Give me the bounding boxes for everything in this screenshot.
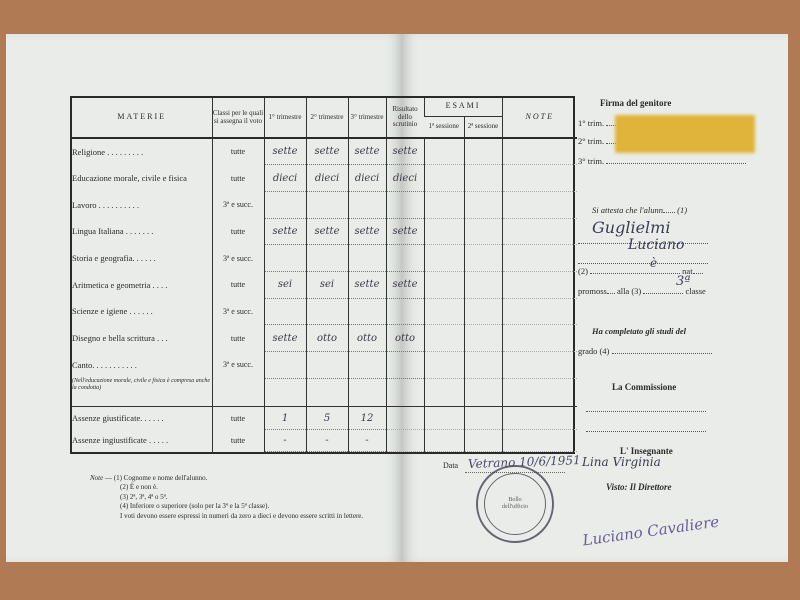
grade-ris: sette — [386, 218, 424, 245]
grade-t2 — [306, 298, 348, 325]
student-given-name: Luciano — [628, 237, 685, 253]
subject-name: Disegno e bella scrittura . . . — [72, 333, 168, 344]
grade-t3: sette — [348, 138, 386, 165]
grade-ris — [386, 351, 424, 378]
grade-t3: dieci — [348, 165, 386, 192]
grade-ris: sette — [386, 138, 424, 165]
esame-2 — [464, 218, 502, 245]
note-cell — [502, 325, 577, 352]
header-materie: MATERIE — [72, 98, 212, 138]
line2-hand: è — [650, 256, 658, 270]
subject-name: Canto. . . . . . . . . . . — [72, 359, 137, 370]
absence-label: Assenze ingiustificate . . . . . — [72, 435, 169, 446]
insegnante-signature: Lina Virginia — [582, 455, 661, 469]
completato-line: Ha completato gli studi del — [592, 326, 686, 336]
subject-classi: tutte — [212, 325, 264, 352]
date-value: Vetrano 10/6/1951 — [467, 453, 581, 471]
grade-t2: sette — [306, 218, 348, 245]
esame-2 — [464, 191, 502, 218]
grade-t2: otto — [306, 325, 348, 352]
grado-label: grado (4) — [578, 346, 610, 356]
grade-ris — [386, 245, 424, 272]
grade-t3: sette — [348, 271, 386, 298]
absence-t3: 12 — [348, 407, 386, 429]
firma-trim3-label: 3° trim. — [578, 156, 605, 166]
empty-cell — [212, 378, 264, 407]
esame-1 — [424, 218, 464, 245]
commissione-title: La Commissione — [612, 382, 677, 392]
esame-2 — [464, 165, 502, 192]
absence-t2: 5 — [306, 407, 348, 429]
grade-t3 — [348, 191, 386, 218]
grade-t2: sette — [306, 138, 348, 165]
grades-table — [70, 96, 575, 454]
esame-2 — [464, 298, 502, 325]
grade-t1: sette — [264, 325, 306, 352]
esame-1 — [424, 138, 464, 165]
grade-t2 — [306, 351, 348, 378]
absence-t1: 1 — [264, 407, 306, 429]
empty-cell — [464, 429, 502, 451]
empty-cell — [502, 378, 577, 407]
grade-ris — [386, 298, 424, 325]
subject-classi: tutte — [212, 138, 264, 165]
esame-2 — [464, 271, 502, 298]
visto-title: Visto: Il Direttore — [606, 482, 672, 492]
office-stamp — [476, 465, 554, 543]
empty-cell — [424, 378, 464, 407]
grade-t1 — [264, 298, 306, 325]
note-cell — [502, 351, 577, 378]
esame-1 — [424, 191, 464, 218]
table-row — [72, 351, 577, 378]
header-sessione1: 1ª sessione — [424, 116, 464, 138]
table-row — [72, 298, 577, 325]
header-note: NOTE — [502, 98, 577, 138]
subject-classi: tutte — [212, 165, 264, 192]
absence-classi: tutte — [212, 429, 264, 451]
firma-trim2-label: 2° trim. — [578, 136, 605, 146]
esame-1 — [424, 245, 464, 272]
header-trim1: 1° trimestre — [264, 98, 306, 138]
grade-t1 — [264, 191, 306, 218]
grade-t1 — [264, 351, 306, 378]
empty-cell — [348, 378, 386, 407]
subject-classi: tutte — [212, 218, 264, 245]
absence-t1: - — [264, 429, 306, 451]
subject-name: Storia e geografia. . . . . . — [72, 253, 156, 264]
empty-cell — [424, 407, 464, 429]
nato-label: nat — [682, 266, 693, 276]
grade-ris: dieci — [386, 165, 424, 192]
table-row — [72, 271, 577, 298]
grade-t3 — [348, 298, 386, 325]
subject-classi: tutte — [212, 271, 264, 298]
subject-classi: 3ª e succ. — [212, 351, 264, 378]
footnotes — [90, 474, 430, 521]
subject-name: Scienze e igiene . . . . . . — [72, 306, 153, 317]
subject-classi: 3ª e succ. — [212, 298, 264, 325]
grade-t1: sei — [264, 271, 306, 298]
date-label: Data — [443, 461, 459, 470]
grade-t2: sei — [306, 271, 348, 298]
empty-cell — [502, 407, 577, 429]
classe-label: classe — [685, 286, 706, 296]
subject-name: Aritmetica e geometria . . . . — [72, 279, 168, 290]
absence-label: Assenze giustificate. . . . . . — [72, 407, 212, 429]
subject-name: Lingua Italiana . . . . . . . — [72, 226, 154, 237]
stamp-label: Bollo dell'ufficio — [502, 497, 528, 510]
empty-cell — [502, 429, 577, 451]
note-cell — [502, 218, 577, 245]
esame-1 — [424, 298, 464, 325]
insegnante-title: L' Insegnante — [620, 446, 673, 456]
grade-t3 — [348, 245, 386, 272]
esame-2 — [464, 245, 502, 272]
subject-name: Religione . . . . . . . . . — [72, 146, 144, 157]
attesta-text: Si attesta che l'alunn — [592, 205, 663, 215]
absence-t3: - — [348, 429, 386, 451]
grade-t2 — [306, 245, 348, 272]
empty-cell — [464, 407, 502, 429]
grade-t3: otto — [348, 325, 386, 352]
footnote-line: I voti devono essere espressi in numeri da zero a dieci e devono essere scritti in lettere. — [120, 511, 364, 520]
grade-t1: dieci — [264, 165, 306, 192]
empty-cell — [464, 378, 502, 407]
table-row — [72, 218, 577, 245]
header-sessione2: 2ª sessione — [464, 116, 502, 138]
header-classi: Classi per le quali si assegna il voto — [212, 98, 264, 138]
empty-cell — [264, 378, 306, 407]
esame-2 — [464, 325, 502, 352]
nota-row — [72, 378, 577, 407]
subject-classi: 3ª e succ. — [212, 191, 264, 218]
promosso-label: promoss — [578, 286, 607, 296]
note-cell — [502, 271, 577, 298]
footnote-line: (2) È e non è. — [120, 483, 158, 492]
footnote-line: — (1) Cognome e nome dell'alunno. — [104, 474, 208, 482]
grade-t1 — [264, 245, 306, 272]
table-row — [72, 191, 577, 218]
student-surname: Guglielmi — [592, 218, 671, 237]
note-cell — [502, 165, 577, 192]
esame-2 — [464, 138, 502, 165]
attesta-suffix: (1) — [677, 205, 688, 215]
note-cell — [502, 138, 577, 165]
firma-trim3 — [578, 156, 746, 166]
empty-cell — [386, 429, 424, 451]
alla-label: alla (3) — [616, 286, 642, 296]
subject-classi: 3ª e succ. — [212, 245, 264, 272]
empty-cell — [306, 378, 348, 407]
note-cell — [502, 298, 577, 325]
subject-name: Educazione morale, civile e fisica — [72, 173, 187, 183]
empty-cell — [386, 407, 424, 429]
grade-t3: sette — [348, 218, 386, 245]
empty-cell — [424, 429, 464, 451]
esame-1 — [424, 351, 464, 378]
nota-text: (Nell'educazione morale, civile e fisica è compresa anche la condotta) — [72, 378, 211, 392]
note-cell — [502, 245, 577, 272]
grade-t3 — [348, 351, 386, 378]
header-risultato: Risultato dello scrutinio — [386, 98, 424, 138]
empty-cell — [386, 378, 424, 407]
footnote-label: Note — [90, 474, 104, 482]
absence-classi: tutte — [212, 407, 264, 429]
esame-2 — [464, 351, 502, 378]
line2-prefix: (2) — [578, 266, 588, 276]
table-row — [72, 138, 577, 165]
table-row — [72, 325, 577, 352]
esame-1 — [424, 325, 464, 352]
absence-t2: - — [306, 429, 348, 451]
grade-ris: otto — [386, 325, 424, 352]
firma-trim1-label: 1° trim. — [578, 118, 605, 128]
attesta-line — [592, 205, 687, 215]
grade-ris — [386, 191, 424, 218]
header-esami: ESAMI — [424, 98, 502, 116]
grade-t1: sette — [264, 218, 306, 245]
header-trim2: 2° trimestre — [306, 98, 348, 138]
absence-row — [72, 407, 577, 429]
footnote-line: (4) Inferiore o superiore (solo per la 3ª e la 5ª classe). — [120, 502, 270, 511]
grade-ris: sette — [386, 271, 424, 298]
esame-1 — [424, 271, 464, 298]
esame-1 — [424, 165, 464, 192]
footnote-line: (3) 2ª, 3ª, 4ª o 5ª. — [120, 492, 168, 501]
grade-t2: dieci — [306, 165, 348, 192]
classe-hand: 3ª — [676, 274, 691, 289]
subject-name: Lavoro . . . . . . . . . . — [72, 199, 140, 210]
absence-row — [72, 429, 577, 451]
grade-t1: sette — [264, 138, 306, 165]
header-trim3: 3° trimestre — [348, 98, 386, 138]
table-row — [72, 245, 577, 272]
grado-line — [578, 346, 712, 356]
redaction-block — [615, 115, 755, 153]
note-cell — [502, 191, 577, 218]
table-row — [72, 165, 577, 192]
firma-title: Firma del genitore — [600, 98, 672, 108]
grade-t2 — [306, 191, 348, 218]
direttore-signature: Luciano Cavaliere — [581, 512, 721, 550]
